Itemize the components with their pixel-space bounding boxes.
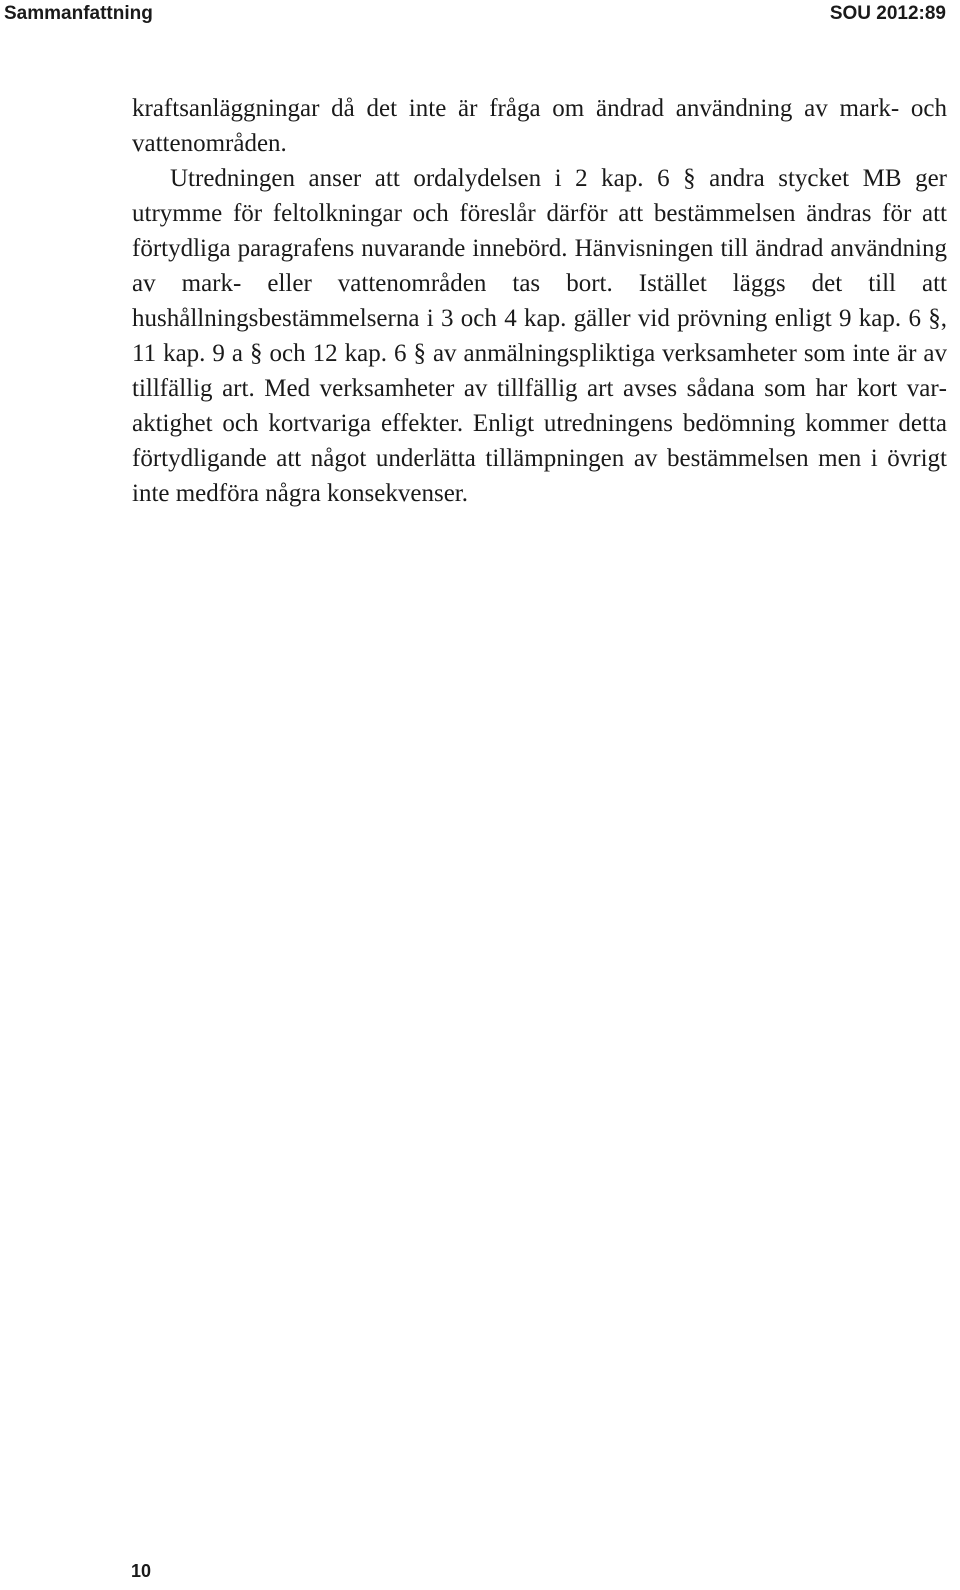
page-number: 10 <box>131 1561 152 1581</box>
report-id: SOU 2012:89 <box>829 3 946 24</box>
paragraph-1: kraftsanläggningar då det inte är fråga om ändrad användning av mark- och vattenområden. <box>132 95 947 157</box>
paragraph-2: Utredningen anser att ordalydelsen i 2 kap. 6 § andra stycket MB ger utrymme för feltolkningar och föreslår därför att bestämmelsen ändras för att förtydliga paragrafens nuvarande innebörd. Hänvisningen till ändrad användning av mark- eller vattenområden tas bort. Istället läggs det till att hushållningsbestämmelserna i 3 och 4 kap. gäller vid prövning enligt 9 kap. 6 §, 11 kap. 9 a § och 12 kap. 6 § av anmälningspliktiga verksamheter som inte är av tillfällig art. Med verksamheter av tillfällig art avses sådana som har kort varaktighet och kortvariga effekter. Enligt utredningens bedömning kommer detta förtydligande att något underlätta tillämpningen av bestämmelsen men i övrigt inte medföra några konsekvenser. <box>132 165 947 507</box>
body-text <box>132 91 947 511</box>
section-title: Sammanfattning <box>4 3 153 24</box>
